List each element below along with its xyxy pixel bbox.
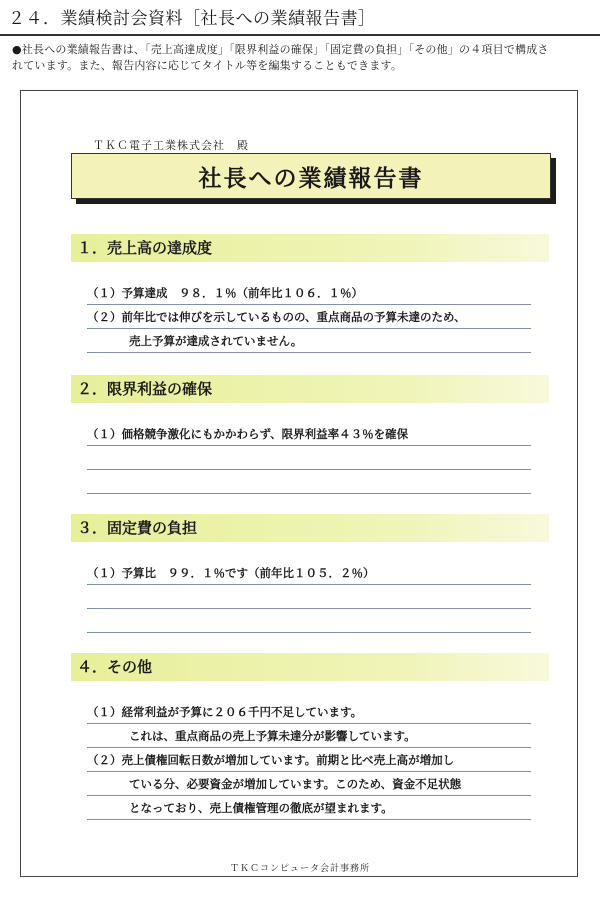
section-1-line-2: （２）前年比では伸びを示しているものの、重点商品の予算未達のため、: [87, 307, 531, 329]
report-title: 社長への業績報告書: [198, 165, 424, 192]
section-4-line-4: ている分、必要資金が増加しています。このため、資金不足状態: [87, 774, 531, 796]
section-3-line-1: （１）予算比 ９９．１％です（前年比１０５．２％）: [87, 563, 531, 585]
section-3-line-3: [87, 611, 531, 633]
report-title-box: [71, 153, 551, 199]
section-2-line-2: [87, 448, 531, 470]
section-2-line-1: （１）価格競争激化にもかかわらず、限界利益率４３％を確保: [87, 424, 531, 446]
section-3-line-2: [87, 587, 531, 609]
report-footer: ＴＫＣコンピュータ会計事務所: [229, 864, 370, 874]
section-heading-sales-achievement: １．売上高の達成度: [71, 234, 549, 262]
section-2-line-3: [87, 472, 531, 494]
section-4-line-3: （２）売上債権回転日数が増加しています。前期と比べ売上高が増加し: [87, 750, 531, 772]
section-4-line-1: （１）経常利益が予算に２０６千円不足しています。: [87, 702, 531, 724]
section-4-line-5: となっており、売上債権管理の徹底が望まれます。: [87, 798, 531, 820]
page-title: ２４．業績検討会資料［社長への業績報告書］: [8, 9, 376, 29]
report-sheet: [20, 90, 578, 877]
section-heading-fixed-cost: ３．固定費の負担: [71, 514, 549, 542]
intro-line-1: ●社長への業績報告書は、「売上高達成度」「限界利益の確保」「固定費の負担」「その他」の４項目で構成さ: [12, 43, 549, 56]
section-heading-marginal-profit: ２．限界利益の確保: [71, 375, 549, 403]
intro-line-2: れています。また、報告内容に応じてタイトル等を編集することもできます。: [12, 59, 403, 72]
section-heading-other: ４．その他: [71, 653, 549, 681]
header-divider: [0, 34, 600, 36]
section-1-line-3: 売上予算が達成されていません。: [87, 331, 531, 353]
intro-text: [12, 42, 592, 74]
section-4-line-2: これは、重点商品の売上予算未達分が影響しています。: [87, 726, 531, 748]
section-1-line-1: （１）予算達成 ９８．１％（前年比１０６．１％）: [87, 283, 531, 305]
addressee: ＴＫＣ電子工業株式会社 殿: [93, 139, 249, 152]
